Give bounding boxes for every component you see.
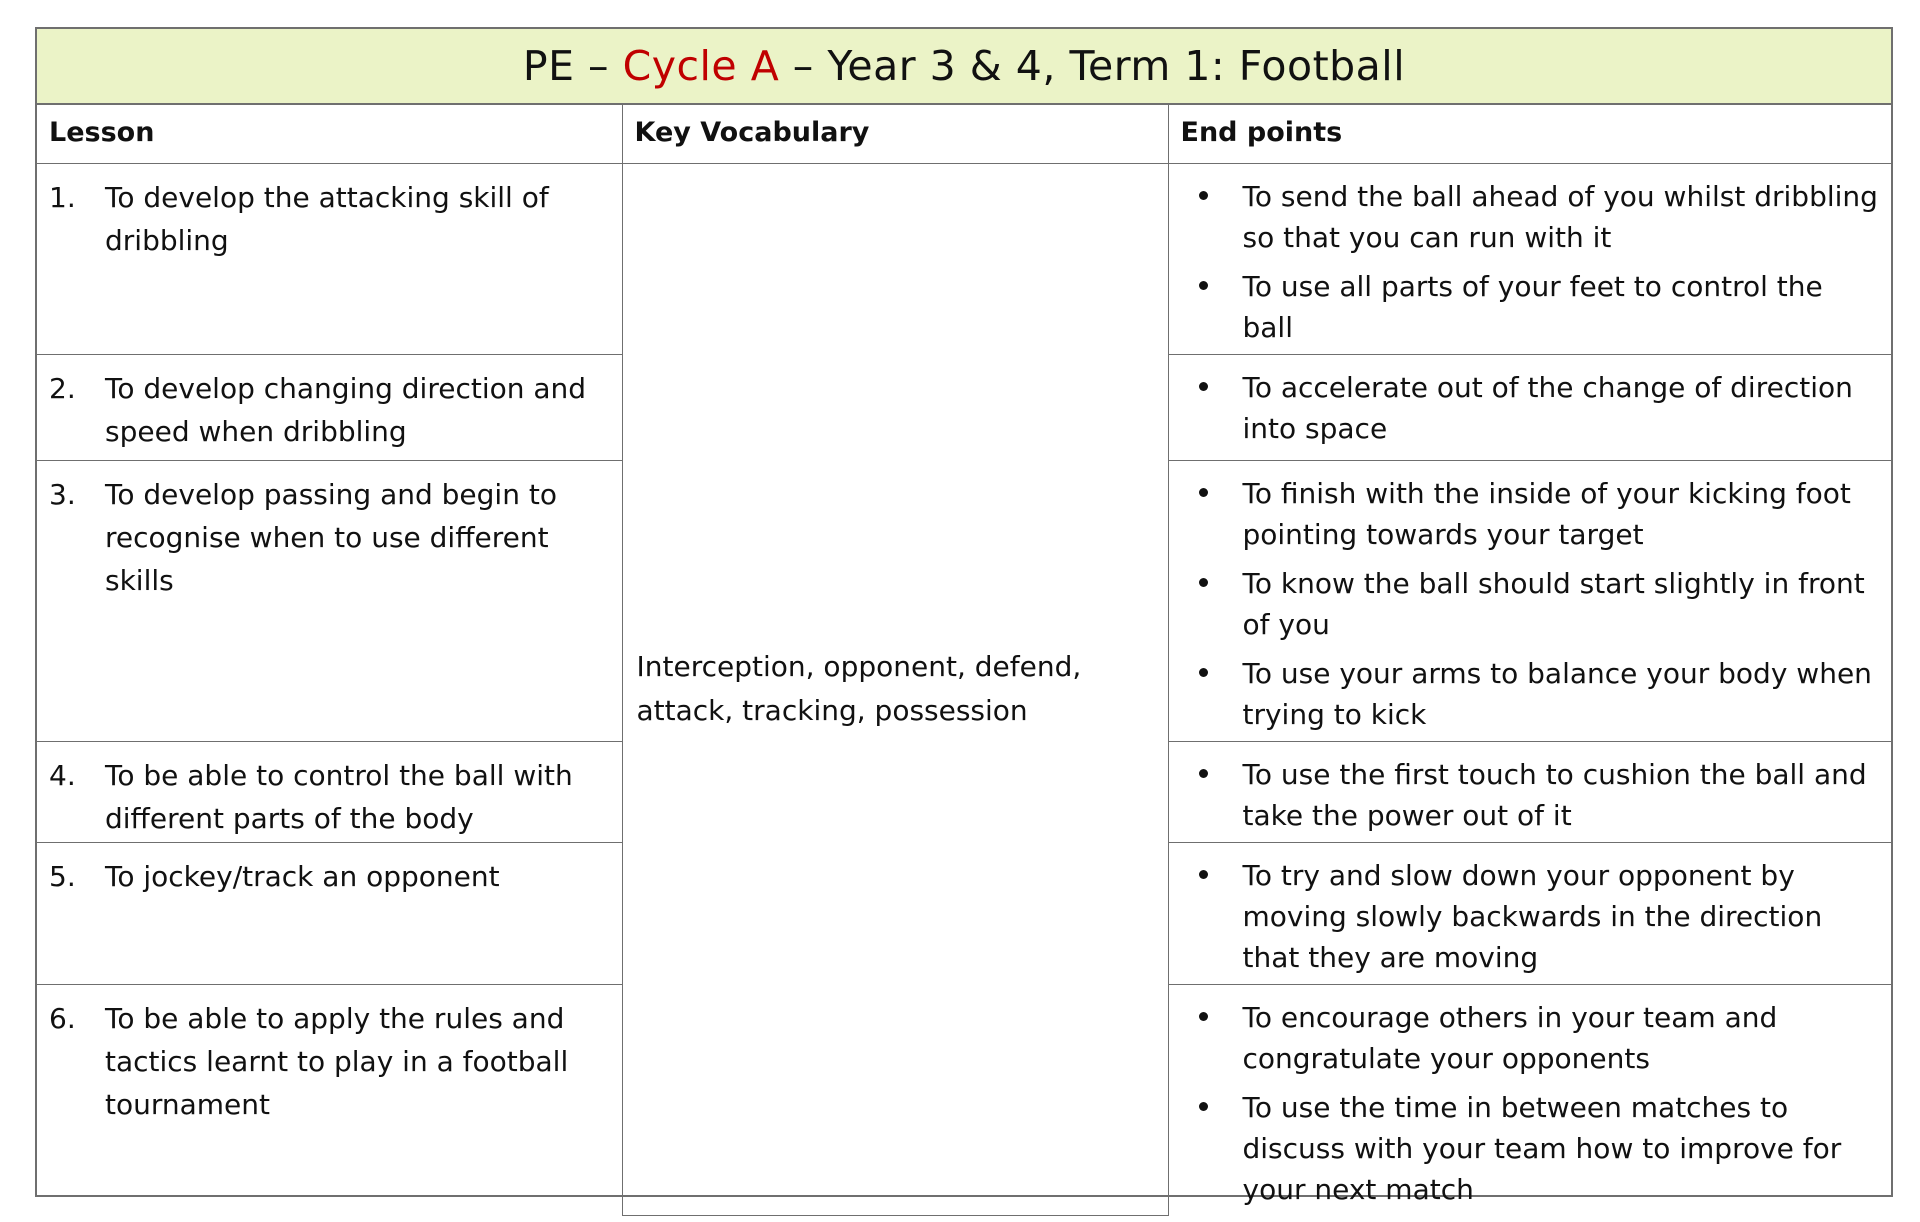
list-item — [1181, 266, 1880, 348]
end-points-cell — [1168, 460, 1891, 741]
end-point-text: To use all parts of your feet to control the ball — [1242, 269, 1823, 344]
bullet-icon — [1181, 754, 1243, 836]
end-point-text: To encourage others in your team and congratulate your opponents — [1242, 1000, 1778, 1075]
end-points-cell — [1168, 163, 1891, 354]
end-point-text: To use the time in between matches to discuss with your team how to improve for your next match — [1242, 1090, 1842, 1206]
list-item — [1181, 473, 1880, 555]
lesson-text: To develop changing direction and speed when dribbling — [105, 371, 587, 448]
bullet-icon — [1181, 473, 1243, 555]
bullet-icon — [1181, 1087, 1243, 1210]
end-points-list — [1181, 473, 1880, 735]
end-points-cell — [1168, 354, 1891, 460]
bullet-icon — [1181, 176, 1243, 258]
lesson-cell — [37, 163, 622, 354]
end-point-text: To send the ball ahead of you whilst dribbling so that you can run with it — [1242, 179, 1878, 254]
end-points-cell — [1168, 842, 1891, 984]
list-item — [1181, 367, 1880, 449]
list-item — [1181, 176, 1880, 258]
lesson-number: 6. — [49, 1001, 76, 1035]
list-item — [1181, 563, 1880, 645]
lesson-number: 4. — [49, 758, 76, 792]
header-row — [37, 105, 1891, 163]
bullet-icon — [1181, 997, 1243, 1079]
lesson-number: 3. — [49, 477, 76, 511]
lesson-text: To jockey/track an opponent — [105, 859, 500, 893]
lesson-cell — [37, 354, 622, 460]
lesson-text: To develop the attacking skill of dribbling — [105, 180, 549, 257]
end-points-list — [1181, 754, 1880, 836]
end-point-text: To accelerate out of the change of direction into space — [1242, 370, 1853, 445]
lesson-text: To be able to control the ball with different parts of the body — [105, 758, 573, 835]
end-points-list — [1181, 176, 1880, 348]
lesson-number: 2. — [49, 371, 76, 405]
lesson-table — [37, 105, 1891, 1216]
list-item — [1181, 653, 1880, 735]
bullet-icon — [1181, 563, 1243, 645]
lesson-text: To be able to apply the rules and tactics learnt to play in a football tournament — [105, 1001, 569, 1121]
lesson-number: 1. — [49, 180, 76, 214]
bullet-icon — [1181, 855, 1243, 978]
end-points-list — [1181, 367, 1880, 449]
header-lesson: Lesson — [37, 105, 622, 163]
list-item — [1181, 1087, 1880, 1210]
lesson-cell — [37, 984, 622, 1216]
title-prefix: PE – — [522, 42, 610, 90]
lesson-cell — [37, 741, 622, 842]
end-points-cell — [1168, 984, 1891, 1216]
header-vocabulary: Key Vocabulary — [622, 105, 1168, 163]
bullet-icon — [1181, 367, 1243, 449]
bullet-icon — [1181, 266, 1243, 348]
end-point-text: To finish with the inside of your kicking foot pointing towards your target — [1242, 476, 1851, 551]
vocabulary-text: Interception, opponent, defend, attack, tracking, possession — [636, 650, 1082, 728]
end-point-text: To try and slow down your opponent by moving slowly backwards in the direction that they are moving — [1242, 858, 1823, 974]
curriculum-sheet — [35, 27, 1893, 1206]
bullet-icon — [1181, 653, 1243, 735]
lesson-text: To develop passing and begin to recognise when to use different skills — [105, 477, 557, 597]
title-suffix: – Year 3 & 4, Term 1: Football — [792, 42, 1406, 90]
lesson-cell — [37, 842, 622, 984]
lesson-number: 5. — [49, 859, 76, 893]
title-accent: Cycle A — [622, 42, 780, 90]
list-item — [1181, 754, 1880, 836]
page-title — [37, 29, 1891, 105]
table-row — [37, 163, 1891, 354]
list-item — [1181, 855, 1880, 978]
end-point-text: To know the ball should start slightly in front of you — [1242, 566, 1865, 641]
end-point-text: To use the first touch to cushion the ball and take the power out of it — [1242, 757, 1867, 832]
list-item — [1181, 997, 1880, 1079]
end-points-list — [1181, 855, 1880, 978]
end-points-cell — [1168, 741, 1891, 842]
vocabulary-cell — [622, 163, 1168, 1216]
end-points-list — [1181, 997, 1880, 1210]
lesson-cell — [37, 460, 622, 741]
end-point-text: To use your arms to balance your body when trying to kick — [1242, 656, 1872, 731]
header-end-points: End points — [1168, 105, 1891, 163]
